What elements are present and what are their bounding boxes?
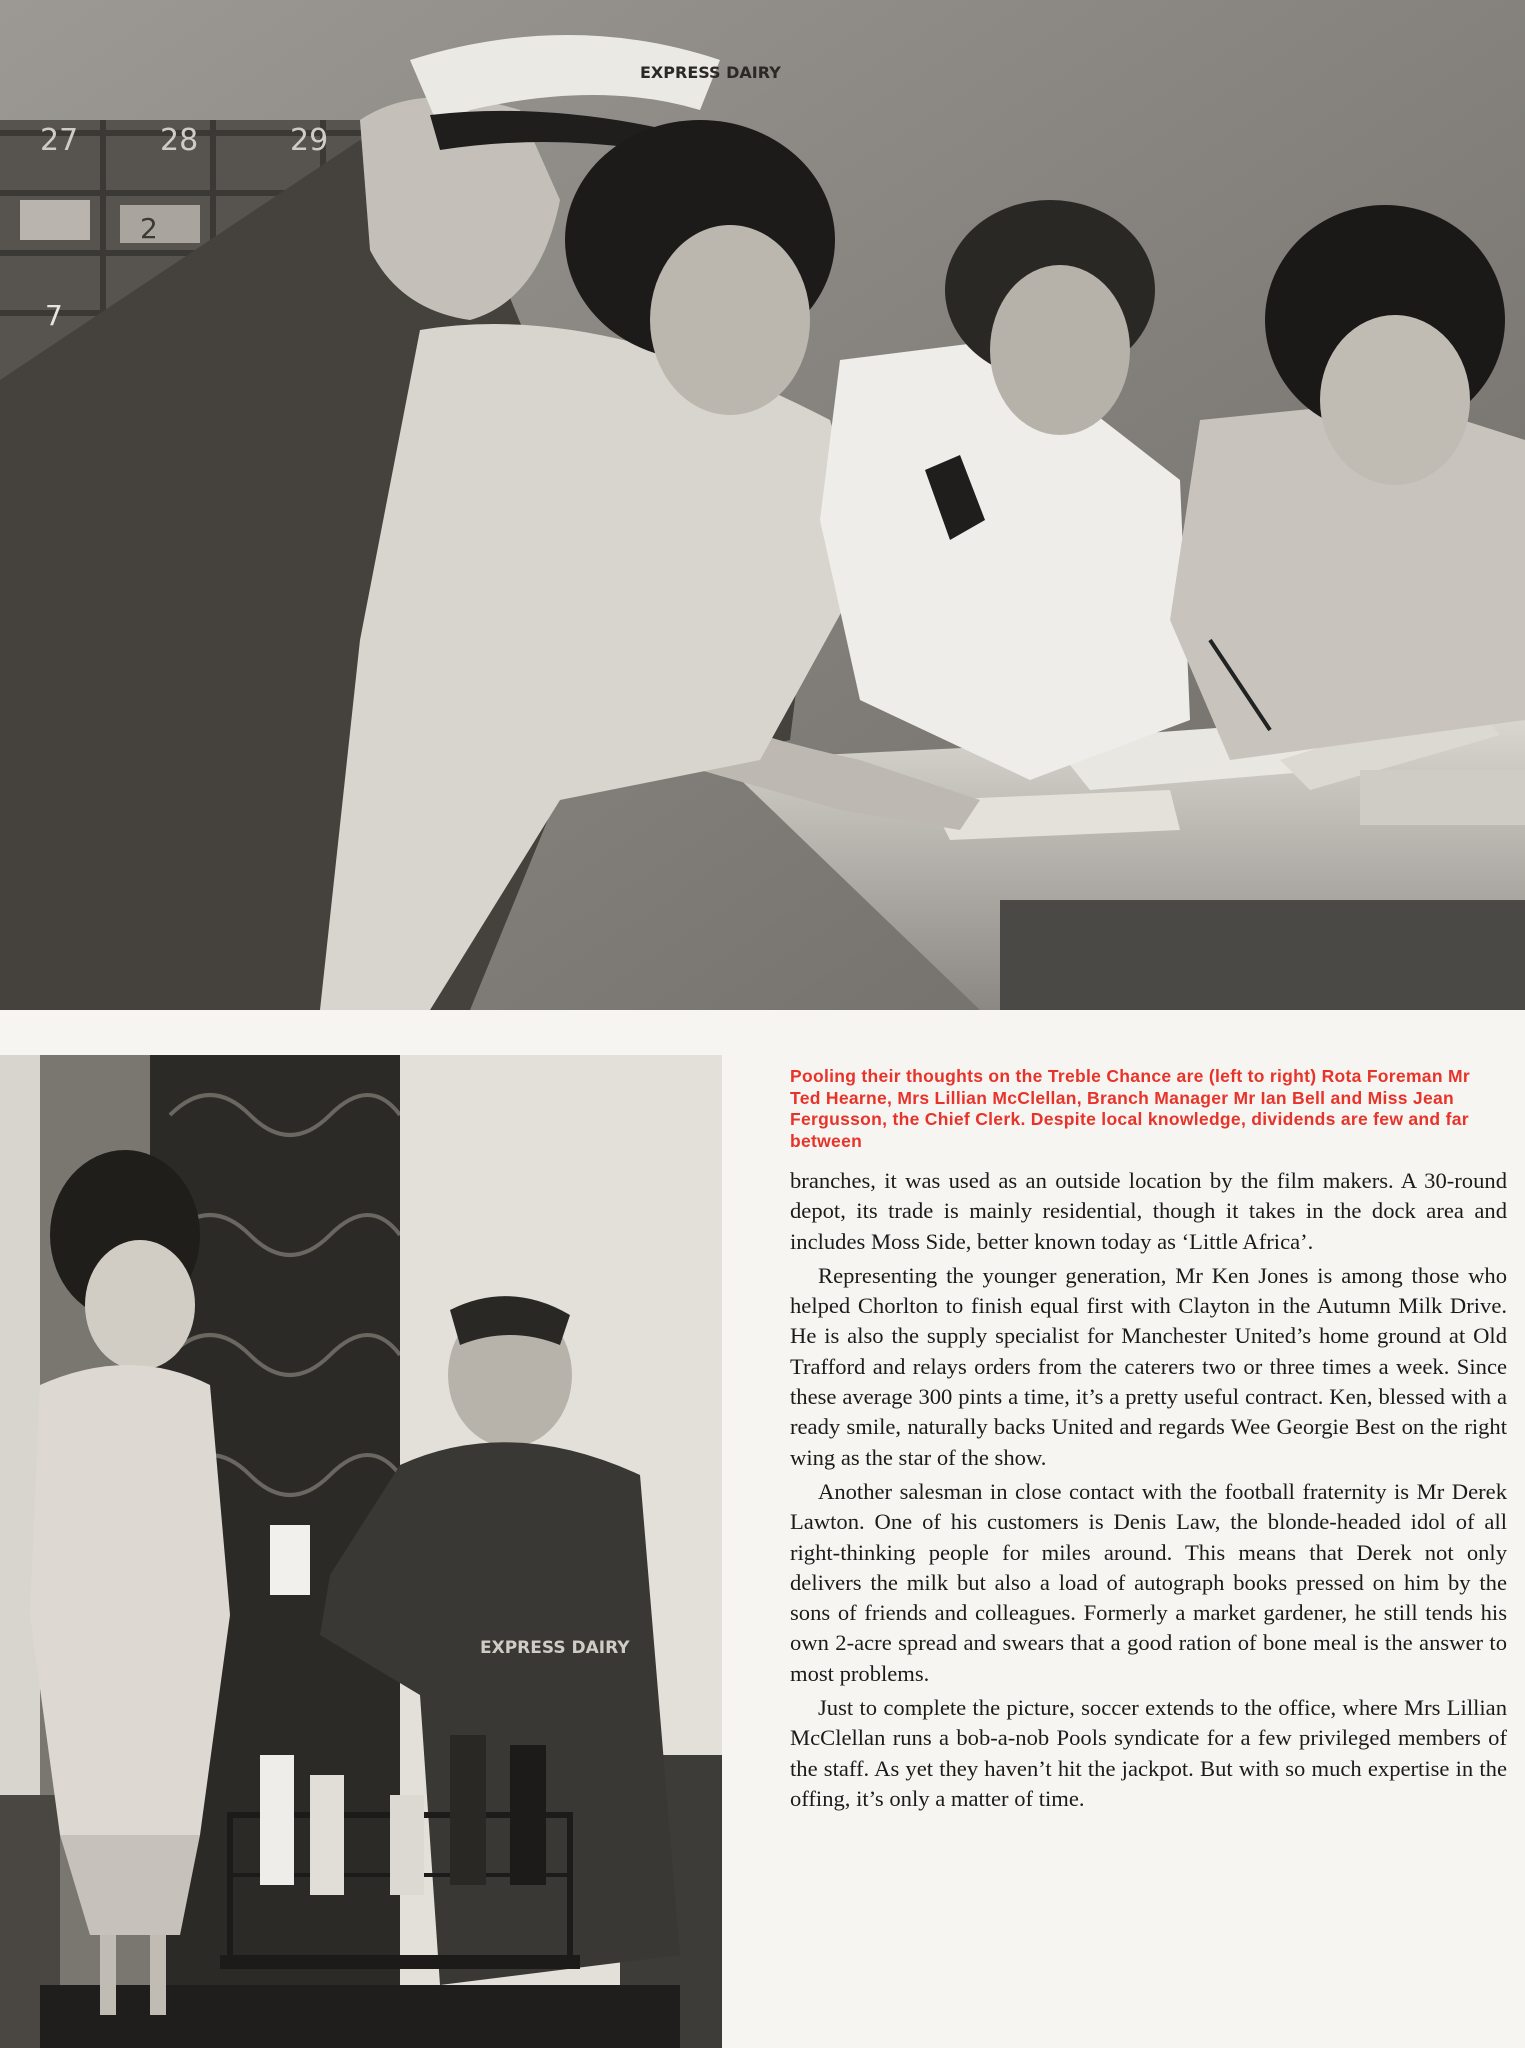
article-paragraph: branches, it was used as an outside location by the film makers. A 30-round depot, its trade is mainly residential, though it takes in the dock area and includes Moss Side, better known today as ‘Little Africa’. bbox=[790, 1168, 1507, 1254]
article-paragraph: Just to complete the picture, soccer extends to the office, where Mrs Lillian McClellan runs a bob-a-nob Pools syndicate for a few privileged members of the staff. As yet they haven’t hit the jackpot. But with so much expertise in the offing, it’s only a matter of time. bbox=[790, 1695, 1507, 1811]
coat-badge-text: EXPRESS DAIRY bbox=[480, 1638, 630, 1658]
top-photo bbox=[0, 0, 1525, 1010]
photo-caption: Pooling their thoughts on the Treble Chance are (left to right) Rota Foreman Mr Ted Hearne, Mrs Lillian McClellan, Branch Manager Mr Ian Bell and Miss Jean Fergusson, the Chief Clerk. Despite local knowledge, dividends are few and far between bbox=[790, 1066, 1470, 1151]
article-paragraph: Representing the younger generation, Mr Ken Jones is among those who helped Chorlton to finish equal first with Clayton in the Autumn Milk Drive. He is also the supply specialist for Manchester United’s home ground at Old Trafford and relays orders from the caterers two or three times a week. Since these average 300 pints a time, it’s a pretty useful contract. Ken, blessed with a ready smile, naturally backs United and regards Wee Georgie Best on the right wing as the star of the show. bbox=[790, 1262, 1507, 1470]
cap-badge-text: EXPRESS DAIRY bbox=[640, 63, 781, 82]
doorstep-photo bbox=[0, 1055, 722, 2048]
shelf-number: 27 bbox=[40, 123, 79, 158]
shelf-number: 2 bbox=[140, 212, 158, 245]
article-body bbox=[790, 1166, 1507, 1814]
milk-carton bbox=[270, 1525, 310, 1595]
article-paragraph: Another salesman in close contact with the football fraternity is Mr Derek Lawton. One of his customers is Denis Law, the blonde-headed idol of all right-thinking people for miles around. This means that Derek not only delivers the milk but also a load of autograph books pressed on him by the sons of friends and colleagues. Formerly a market gardener, he still tends his own 2-acre spread and swears that a good ration of bone meal is the answer to most problems. bbox=[790, 1478, 1507, 1686]
shelf-number: 28 bbox=[160, 123, 199, 158]
shelf-number: 29 bbox=[290, 123, 329, 158]
shelf-number: 7 bbox=[45, 299, 63, 332]
